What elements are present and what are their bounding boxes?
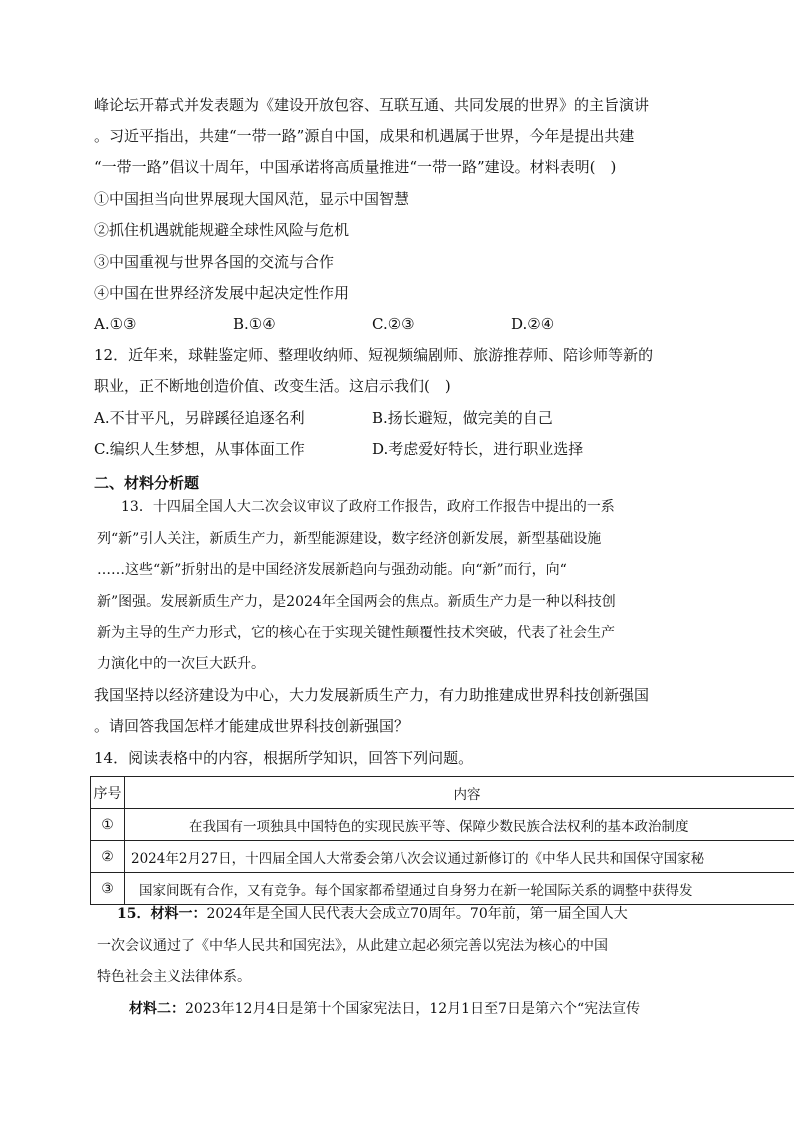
q14-table [90,776,794,905]
q15-material-1-line-2: 一次会议通过了《中华人民共和国宪法》，从此建立起必须完善以宪法为核心的中国 [97,938,608,954]
section-title: 二、材料分析题 [94,474,200,492]
q13-question-line-1: 我国坚持以经济建设为中心，大力发展新质生产力，有力助推建成世界科技创新强国 [94,686,650,704]
q11-option-d: D.②④ [511,315,555,333]
q12-option-c: C.编织人生梦想，从事体面工作 [94,440,305,458]
q15-material-2-line-1 [129,999,640,1019]
q13-material-line-3: ……这些“新”折射出的是中国经济发展新趋向与强劲动能。向“新”而行，向“ [97,562,567,578]
table-row-number: ① [91,809,125,841]
q15-material-1-label: 15．材料一： [117,906,207,922]
q15-material-2-text: 2023年12月4日是第十个国家宪法日，12月1日至7日是第六个“宪法宣传 [185,1001,641,1017]
q11-statement-1: ①中国担当向世界展现大国风范，显示中国智慧 [94,190,410,208]
q11-option-c: C.②③ [372,315,415,333]
q11-statement-4: ④中国在世界经济发展中起决定性作用 [94,284,350,302]
table-header-number: 序号 [91,777,125,809]
q11-option-a: A.①③ [94,315,137,333]
table-row [91,873,794,905]
table-header-content: 内容 [125,777,794,809]
q11-statement-2: ②抓住机遇就能规避全球性风险与危机 [94,221,350,239]
q11-option-b: B.①④ [233,315,276,333]
q13-material-line-6: 力演化中的一次巨大跃升。 [97,656,265,672]
q13-material-line-2: 列“新”引人关注，新质生产力，新型能源建设，数字经济创新发展，新型基础设施 [97,531,602,547]
table-row-number: ③ [91,873,125,905]
table-row-content: 国家间既有合作，又有竞争。每个国家都希望通过自身努力在新一轮国际关系的调整中获得发 [125,873,794,905]
table-row-content: 在我国有一项独具中国特色的实现民族平等、保障少数民族合法权利的基本政治制度 [125,809,794,841]
q11-line-1: 峰论坛开幕式并发表题为《建设开放包容、互联互通、共同发展的世界》的主旨演讲 [94,96,650,114]
q11-line-2: 。习近平指出，共建“一带一路”源自中国，成果和机遇属于世界，今年是提出共建 [94,127,635,145]
q11-line-3: “一带一路”倡议十周年，中国承诺将高质量推进“一带一路”建设。材料表明( ) [94,158,617,176]
q12-option-a: A.不甘平凡，另辟蹊径追逐名利 [94,409,305,427]
q12-option-b: B.扬长避短，做完美的自己 [372,409,553,427]
q14-intro: 14．阅读表格中的内容，根据所学知识，回答下列问题。 [94,749,474,767]
q12-line-2: 职业，正不断地创造价值、改变生活。这启示我们( ) [94,377,451,395]
table-row [91,841,794,873]
q13-material-line-4: 新”图强。发展新质生产力，是2024年全国两会的焦点。新质生产力是一种以科技创 [97,594,616,610]
q15-material-1-text: 2024年是全国人民代表大会成立70周年。70年前，第一届全国人大 [206,906,628,922]
table-row-number: ② [91,841,125,873]
q13-material-line-5: 新为主导的生产力形式，它的核心在于实现关键性颠覆性技术突破，代表了社会生产 [97,625,615,641]
q15-material-2-label: 材料二： [129,1001,185,1017]
q12-option-d: D.考虑爱好特长，进行职业选择 [372,440,584,458]
q15-material-1-line-3: 特色社会主义法律体系。 [97,969,251,985]
q11-statement-3: ③中国重视与世界各国的交流与合作 [94,253,335,271]
table-row-content: 2024年2月27日，十四届全国人大常委会第八次会议通过新修订的《中华人民共和国保守国家秘 [125,841,794,873]
table-header-row [91,777,794,809]
q12-line-1: 12．近年来，球鞋鉴定师、整理收纳师、短视频编剧师、旅游推荐师、陪诊师等新的 [94,346,654,364]
q15-material-1-line-1 [117,904,628,924]
table-row [91,809,794,841]
q13-material-line-1: 13．十四届全国人大二次会议审议了政府工作报告，政府工作报告中提出的一系 [121,499,615,515]
q13-question-line-2: 。请回答我国怎样才能建成世界科技创新强国？ [94,717,410,735]
